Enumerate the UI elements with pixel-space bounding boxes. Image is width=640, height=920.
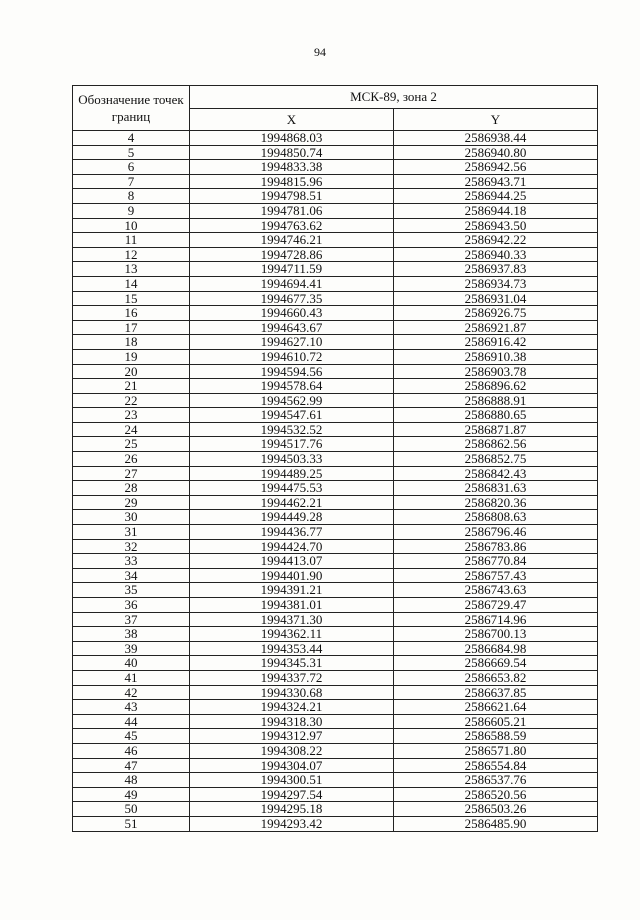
table-row (73, 393, 598, 408)
cell-y: 2586743.63 (394, 583, 598, 598)
cell-point: 10 (73, 218, 190, 233)
cell-y: 2586862.56 (394, 437, 598, 452)
cell-point: 28 (73, 481, 190, 496)
cell-point: 25 (73, 437, 190, 452)
header-point-designation: Обозначение точек границ (73, 86, 190, 131)
table-row (73, 364, 598, 379)
cell-y: 2586888.91 (394, 393, 598, 408)
cell-x: 1994547.61 (190, 408, 394, 423)
cell-y: 2586684.98 (394, 641, 598, 656)
cell-y: 2586871.87 (394, 422, 598, 437)
cell-y: 2586621.64 (394, 700, 598, 715)
cell-point: 15 (73, 291, 190, 306)
cell-point: 44 (73, 714, 190, 729)
table-row (73, 685, 598, 700)
page-number: 94 (314, 45, 326, 59)
cell-y: 2586880.65 (394, 408, 598, 423)
cell-point: 34 (73, 568, 190, 583)
cell-y: 2586943.71 (394, 174, 598, 189)
cell-point: 23 (73, 408, 190, 423)
cell-y: 2586485.90 (394, 816, 598, 831)
cell-x: 1994711.59 (190, 262, 394, 277)
cell-x: 1994345.31 (190, 656, 394, 671)
cell-point: 46 (73, 743, 190, 758)
cell-point: 29 (73, 495, 190, 510)
cell-point: 49 (73, 787, 190, 802)
table-row (73, 539, 598, 554)
table-row (73, 583, 598, 598)
cell-x: 1994324.21 (190, 700, 394, 715)
table-row (73, 306, 598, 321)
cell-x: 1994694.41 (190, 276, 394, 291)
table-row (73, 291, 598, 306)
table-body (73, 131, 598, 832)
cell-point: 36 (73, 598, 190, 613)
cell-y: 2586934.73 (394, 276, 598, 291)
table-row (73, 802, 598, 817)
cell-point: 19 (73, 349, 190, 364)
cell-x: 1994330.68 (190, 685, 394, 700)
cell-point: 4 (73, 131, 190, 146)
cell-y: 2586820.36 (394, 495, 598, 510)
cell-x: 1994643.67 (190, 320, 394, 335)
cell-point: 18 (73, 335, 190, 350)
table-row (73, 758, 598, 773)
table-row (73, 729, 598, 744)
cell-point: 17 (73, 320, 190, 335)
cell-y: 2586783.86 (394, 539, 598, 554)
cell-y: 2586537.76 (394, 773, 598, 788)
cell-y: 2586937.83 (394, 262, 598, 277)
cell-point: 8 (73, 189, 190, 204)
table-row (73, 160, 598, 175)
cell-x: 1994781.06 (190, 203, 394, 218)
header-x: X (190, 109, 394, 131)
cell-point: 45 (73, 729, 190, 744)
table-row (73, 422, 598, 437)
cell-x: 1994337.72 (190, 670, 394, 685)
table-row (73, 554, 598, 569)
cell-point: 51 (73, 816, 190, 831)
cell-y: 2586931.04 (394, 291, 598, 306)
table-row (73, 320, 598, 335)
cell-y: 2586714.96 (394, 612, 598, 627)
cell-x: 1994489.25 (190, 466, 394, 481)
cell-y: 2586571.80 (394, 743, 598, 758)
cell-point: 9 (73, 203, 190, 218)
cell-y: 2586942.56 (394, 160, 598, 175)
cell-x: 1994746.21 (190, 233, 394, 248)
table-row (73, 247, 598, 262)
cell-y: 2586653.82 (394, 670, 598, 685)
table-row (73, 262, 598, 277)
cell-x: 1994401.90 (190, 568, 394, 583)
cell-x: 1994371.30 (190, 612, 394, 627)
cell-point: 42 (73, 685, 190, 700)
cell-y: 2586940.80 (394, 145, 598, 160)
cell-point: 13 (73, 262, 190, 277)
cell-x: 1994312.97 (190, 729, 394, 744)
cell-x: 1994391.21 (190, 583, 394, 598)
table-row (73, 787, 598, 802)
table-row (73, 218, 598, 233)
cell-x: 1994833.38 (190, 160, 394, 175)
header-coordinate-system: МСК-89, зона 2 (190, 86, 598, 109)
cell-y: 2586605.21 (394, 714, 598, 729)
cell-point: 5 (73, 145, 190, 160)
cell-y: 2586757.43 (394, 568, 598, 583)
cell-y: 2586842.43 (394, 466, 598, 481)
cell-y: 2586938.44 (394, 131, 598, 146)
cell-y: 2586943.50 (394, 218, 598, 233)
cell-point: 11 (73, 233, 190, 248)
cell-x: 1994798.51 (190, 189, 394, 204)
cell-x: 1994610.72 (190, 349, 394, 364)
cell-point: 48 (73, 773, 190, 788)
cell-x: 1994562.99 (190, 393, 394, 408)
table-row (73, 437, 598, 452)
table-row (73, 568, 598, 583)
cell-point: 37 (73, 612, 190, 627)
table-row (73, 714, 598, 729)
table-row (73, 510, 598, 525)
cell-point: 6 (73, 160, 190, 175)
cell-y: 2586588.59 (394, 729, 598, 744)
cell-point: 43 (73, 700, 190, 715)
cell-point: 27 (73, 466, 190, 481)
table-row (73, 656, 598, 671)
cell-y: 2586896.62 (394, 379, 598, 394)
cell-point: 26 (73, 452, 190, 467)
cell-x: 1994660.43 (190, 306, 394, 321)
table-row (73, 598, 598, 613)
cell-y: 2586831.63 (394, 481, 598, 496)
cell-x: 1994353.44 (190, 641, 394, 656)
cell-x: 1994362.11 (190, 627, 394, 642)
cell-point: 39 (73, 641, 190, 656)
table-row (73, 174, 598, 189)
cell-y: 2586921.87 (394, 320, 598, 335)
cell-point: 7 (73, 174, 190, 189)
cell-y: 2586942.22 (394, 233, 598, 248)
cell-x: 1994677.35 (190, 291, 394, 306)
cell-x: 1994815.96 (190, 174, 394, 189)
cell-y: 2586808.63 (394, 510, 598, 525)
cell-y: 2586903.78 (394, 364, 598, 379)
cell-point: 30 (73, 510, 190, 525)
cell-point: 38 (73, 627, 190, 642)
cell-y: 2586700.13 (394, 627, 598, 642)
cell-point: 21 (73, 379, 190, 394)
table-row (73, 452, 598, 467)
coordinates-table (72, 85, 598, 832)
table-row (73, 525, 598, 540)
cell-x: 1994627.10 (190, 335, 394, 350)
table-row (73, 495, 598, 510)
table-row (73, 612, 598, 627)
cell-x: 1994728.86 (190, 247, 394, 262)
cell-x: 1994293.42 (190, 816, 394, 831)
table-row (73, 773, 598, 788)
cell-x: 1994304.07 (190, 758, 394, 773)
cell-y: 2586729.47 (394, 598, 598, 613)
cell-x: 1994297.54 (190, 787, 394, 802)
cell-y: 2586796.46 (394, 525, 598, 540)
cell-y: 2586852.75 (394, 452, 598, 467)
cell-y: 2586669.54 (394, 656, 598, 671)
cell-point: 33 (73, 554, 190, 569)
cell-x: 1994308.22 (190, 743, 394, 758)
cell-x: 1994413.07 (190, 554, 394, 569)
cell-point: 50 (73, 802, 190, 817)
cell-x: 1994424.70 (190, 539, 394, 554)
cell-y: 2586637.85 (394, 685, 598, 700)
cell-point: 40 (73, 656, 190, 671)
table-row (73, 466, 598, 481)
cell-x: 1994381.01 (190, 598, 394, 613)
table-row (73, 379, 598, 394)
cell-y: 2586944.25 (394, 189, 598, 204)
cell-point: 20 (73, 364, 190, 379)
cell-point: 22 (73, 393, 190, 408)
table-row (73, 816, 598, 831)
cell-x: 1994517.76 (190, 437, 394, 452)
cell-point: 14 (73, 276, 190, 291)
cell-y: 2586916.42 (394, 335, 598, 350)
table-row (73, 481, 598, 496)
cell-x: 1994578.64 (190, 379, 394, 394)
cell-point: 32 (73, 539, 190, 554)
cell-y: 2586554.84 (394, 758, 598, 773)
table-row (73, 670, 598, 685)
cell-point: 24 (73, 422, 190, 437)
cell-point: 47 (73, 758, 190, 773)
table-row (73, 145, 598, 160)
cell-y: 2586940.33 (394, 247, 598, 262)
cell-point: 35 (73, 583, 190, 598)
cell-x: 1994449.28 (190, 510, 394, 525)
cell-x: 1994850.74 (190, 145, 394, 160)
cell-x: 1994436.77 (190, 525, 394, 540)
cell-y: 2586944.18 (394, 203, 598, 218)
cell-point: 31 (73, 525, 190, 540)
cell-y: 2586520.56 (394, 787, 598, 802)
table-row (73, 743, 598, 758)
table-row (73, 408, 598, 423)
cell-x: 1994462.21 (190, 495, 394, 510)
table-row (73, 276, 598, 291)
table-row (73, 700, 598, 715)
cell-x: 1994503.33 (190, 452, 394, 467)
cell-point: 41 (73, 670, 190, 685)
header-y: Y (394, 109, 598, 131)
table-row (73, 641, 598, 656)
cell-x: 1994318.30 (190, 714, 394, 729)
cell-x: 1994594.56 (190, 364, 394, 379)
table-row (73, 335, 598, 350)
table-row (73, 131, 598, 146)
cell-point: 16 (73, 306, 190, 321)
cell-y: 2586770.84 (394, 554, 598, 569)
cell-x: 1994868.03 (190, 131, 394, 146)
cell-y: 2586503.26 (394, 802, 598, 817)
cell-x: 1994763.62 (190, 218, 394, 233)
table-row (73, 233, 598, 248)
cell-x: 1994300.51 (190, 773, 394, 788)
cell-x: 1994295.18 (190, 802, 394, 817)
table-row (73, 189, 598, 204)
cell-point: 12 (73, 247, 190, 262)
cell-x: 1994475.53 (190, 481, 394, 496)
cell-y: 2586926.75 (394, 306, 598, 321)
table-row (73, 627, 598, 642)
table-row (73, 349, 598, 364)
cell-y: 2586910.38 (394, 349, 598, 364)
table-row (73, 203, 598, 218)
cell-x: 1994532.52 (190, 422, 394, 437)
